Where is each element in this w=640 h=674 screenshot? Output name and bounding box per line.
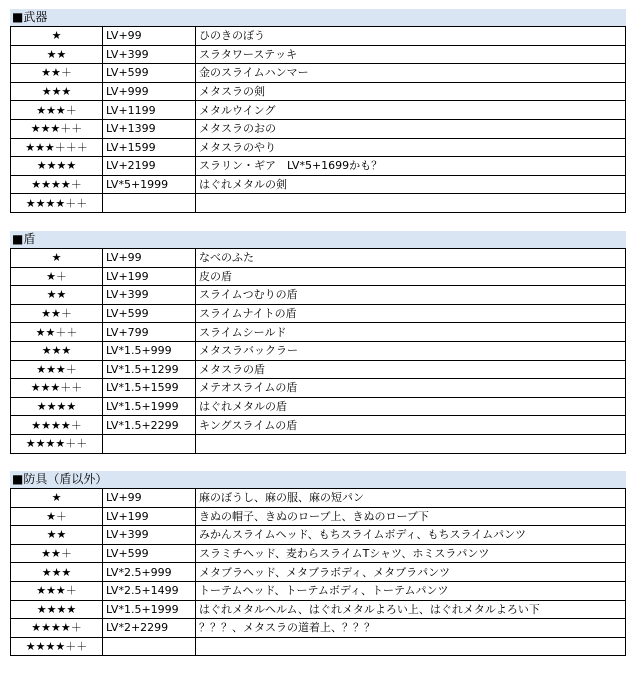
table-row (11, 101, 626, 120)
table-row (11, 27, 626, 46)
table-row (11, 434, 626, 453)
item-name-cell: 皮の盾 (196, 267, 626, 286)
level-formula-cell: LV+99 (103, 27, 196, 46)
level-formula-cell: LV+999 (103, 82, 196, 101)
section-armor (10, 471, 626, 656)
table-row (11, 581, 626, 600)
level-formula-cell (103, 434, 196, 453)
level-formula-cell: LV+799 (103, 323, 196, 342)
table-row (11, 526, 626, 545)
star-rating-cell: ★ (11, 27, 103, 46)
item-name-cell (196, 194, 626, 213)
star-rating-cell: ★＋ (11, 267, 103, 286)
star-rating-cell: ★★★★＋＋ (11, 434, 103, 453)
level-formula-cell: LV*1.5+999 (103, 341, 196, 360)
level-formula-cell: LV+599 (103, 304, 196, 323)
star-rating-cell: ★★★★＋ (11, 175, 103, 194)
item-name-cell: ひのきのぼう (196, 27, 626, 46)
table-row (11, 341, 626, 360)
level-formula-cell: LV+99 (103, 249, 196, 268)
level-formula-cell: LV+1599 (103, 138, 196, 157)
star-rating-cell: ★★★ (11, 82, 103, 101)
star-rating-cell: ★★ (11, 286, 103, 305)
section-title: ■武器 (10, 9, 626, 26)
item-name-cell: スラタワーステッキ (196, 45, 626, 64)
item-name-cell: メテオスライムの盾 (196, 379, 626, 398)
armor-table (10, 488, 626, 656)
star-rating-cell: ★★★★ (11, 397, 103, 416)
table-row (11, 379, 626, 398)
star-rating-cell: ★★★＋ (11, 101, 103, 120)
level-formula-cell: LV*2.5+999 (103, 563, 196, 582)
star-rating-cell: ★★＋ (11, 544, 103, 563)
star-rating-cell: ★＋ (11, 507, 103, 526)
level-formula-cell: LV+2199 (103, 157, 196, 176)
table-row (11, 157, 626, 176)
item-name-cell: スラミチヘッド、麦わらスライムTシャツ、ホミスラパンツ (196, 544, 626, 563)
table-row (11, 619, 626, 638)
section-title: ■防具（盾以外） (10, 471, 626, 488)
item-name-cell: はぐれメタルの剣 (196, 175, 626, 194)
star-rating-cell: ★★★ (11, 341, 103, 360)
star-rating-cell: ★★ (11, 526, 103, 545)
table-row (11, 119, 626, 138)
level-formula-cell: LV+599 (103, 64, 196, 83)
star-rating-cell: ★★ (11, 45, 103, 64)
item-name-cell (196, 434, 626, 453)
item-name-cell: メタスラの剣 (196, 82, 626, 101)
star-rating-cell: ★★＋ (11, 304, 103, 323)
level-formula-cell (103, 637, 196, 656)
level-formula-cell: LV+99 (103, 489, 196, 508)
item-name-cell: きぬの帽子、きぬのローブ上、きぬのローブ下 (196, 507, 626, 526)
star-rating-cell: ★★★＋＋＋ (11, 138, 103, 157)
item-name-cell: スラリン・ギア LV*5+1699かも？ (196, 157, 626, 176)
table-row (11, 45, 626, 64)
item-name-cell: なべのふた (196, 249, 626, 268)
table-row (11, 397, 626, 416)
level-formula-cell: LV+399 (103, 45, 196, 64)
table-row (11, 507, 626, 526)
level-formula-cell: LV+399 (103, 286, 196, 305)
table-row (11, 249, 626, 268)
star-rating-cell: ★★★★＋＋ (11, 194, 103, 213)
level-formula-cell (103, 194, 196, 213)
table-row (11, 544, 626, 563)
table-row (11, 267, 626, 286)
section-title: ■盾 (10, 231, 626, 248)
table-row (11, 194, 626, 213)
section-shields (10, 231, 626, 454)
star-rating-cell: ★★★＋ (11, 581, 103, 600)
star-rating-cell: ★★★★ (11, 157, 103, 176)
star-rating-cell: ★★＋ (11, 64, 103, 83)
item-name-cell: スライムナイトの盾 (196, 304, 626, 323)
table-row (11, 563, 626, 582)
star-rating-cell: ★★★★＋ (11, 416, 103, 435)
item-name-cell: メタルウイング (196, 101, 626, 120)
level-formula-cell: LV+599 (103, 544, 196, 563)
table-row (11, 600, 626, 619)
level-formula-cell: LV+399 (103, 526, 196, 545)
table-row (11, 175, 626, 194)
table-row (11, 286, 626, 305)
item-name-cell: 金のスライムハンマー (196, 64, 626, 83)
level-formula-cell: LV+199 (103, 267, 196, 286)
star-rating-cell: ★★＋＋ (11, 323, 103, 342)
star-rating-cell: ★ (11, 249, 103, 268)
level-formula-cell: LV*1.5+2299 (103, 416, 196, 435)
item-name-cell: 麻のぼうし、麻の服、麻の短パン (196, 489, 626, 508)
star-rating-cell: ★★★＋＋ (11, 379, 103, 398)
level-formula-cell: LV*1.5+1299 (103, 360, 196, 379)
star-rating-cell: ★★★＋＋ (11, 119, 103, 138)
star-rating-cell: ★ (11, 489, 103, 508)
item-name-cell: トーテムヘッド、トーテムボディ、トーテムパンツ (196, 581, 626, 600)
star-rating-cell: ★★★★ (11, 600, 103, 619)
item-name-cell: ？？？、メタスラの道着上、？？？ (196, 619, 626, 638)
level-formula-cell: LV*5+1999 (103, 175, 196, 194)
star-rating-cell: ★★★★＋ (11, 619, 103, 638)
level-formula-cell: LV*1.5+1999 (103, 600, 196, 619)
level-formula-cell: LV+199 (103, 507, 196, 526)
item-name-cell: メタスラのやり (196, 138, 626, 157)
table-row (11, 64, 626, 83)
level-formula-cell: LV*1.5+1999 (103, 397, 196, 416)
level-formula-cell: LV*1.5+1599 (103, 379, 196, 398)
table-row (11, 637, 626, 656)
table-row (11, 138, 626, 157)
item-name-cell: スライムシールド (196, 323, 626, 342)
star-rating-cell: ★★★★＋＋ (11, 637, 103, 656)
item-name-cell: メタスラのおの (196, 119, 626, 138)
table-row (11, 416, 626, 435)
table-row (11, 360, 626, 379)
item-name-cell: みかんスライムヘッド、もちスライムボディ、もちスライムパンツ (196, 526, 626, 545)
table-row (11, 489, 626, 508)
level-formula-cell: LV+1399 (103, 119, 196, 138)
section-weapons (10, 9, 626, 213)
item-name-cell: キングスライムの盾 (196, 416, 626, 435)
item-name-cell (196, 637, 626, 656)
weapons-table (10, 26, 626, 213)
shields-table (10, 248, 626, 454)
item-name-cell: メタスラバックラー (196, 341, 626, 360)
item-name-cell: スライムつむりの盾 (196, 286, 626, 305)
level-formula-cell: LV*2.5+1499 (103, 581, 196, 600)
table-row (11, 82, 626, 101)
table-row (11, 323, 626, 342)
level-formula-cell: LV+1199 (103, 101, 196, 120)
item-name-cell: はぐれメタルヘルム、はぐれメタルよろい上、はぐれメタルよろい下 (196, 600, 626, 619)
item-name-cell: メタブラヘッド、メタブラボディ、メタブラパンツ (196, 563, 626, 582)
item-name-cell: メタスラの盾 (196, 360, 626, 379)
star-rating-cell: ★★★＋ (11, 360, 103, 379)
item-name-cell: はぐれメタルの盾 (196, 397, 626, 416)
level-formula-cell: LV*2+2299 (103, 619, 196, 638)
star-rating-cell: ★★★ (11, 563, 103, 582)
table-row (11, 304, 626, 323)
